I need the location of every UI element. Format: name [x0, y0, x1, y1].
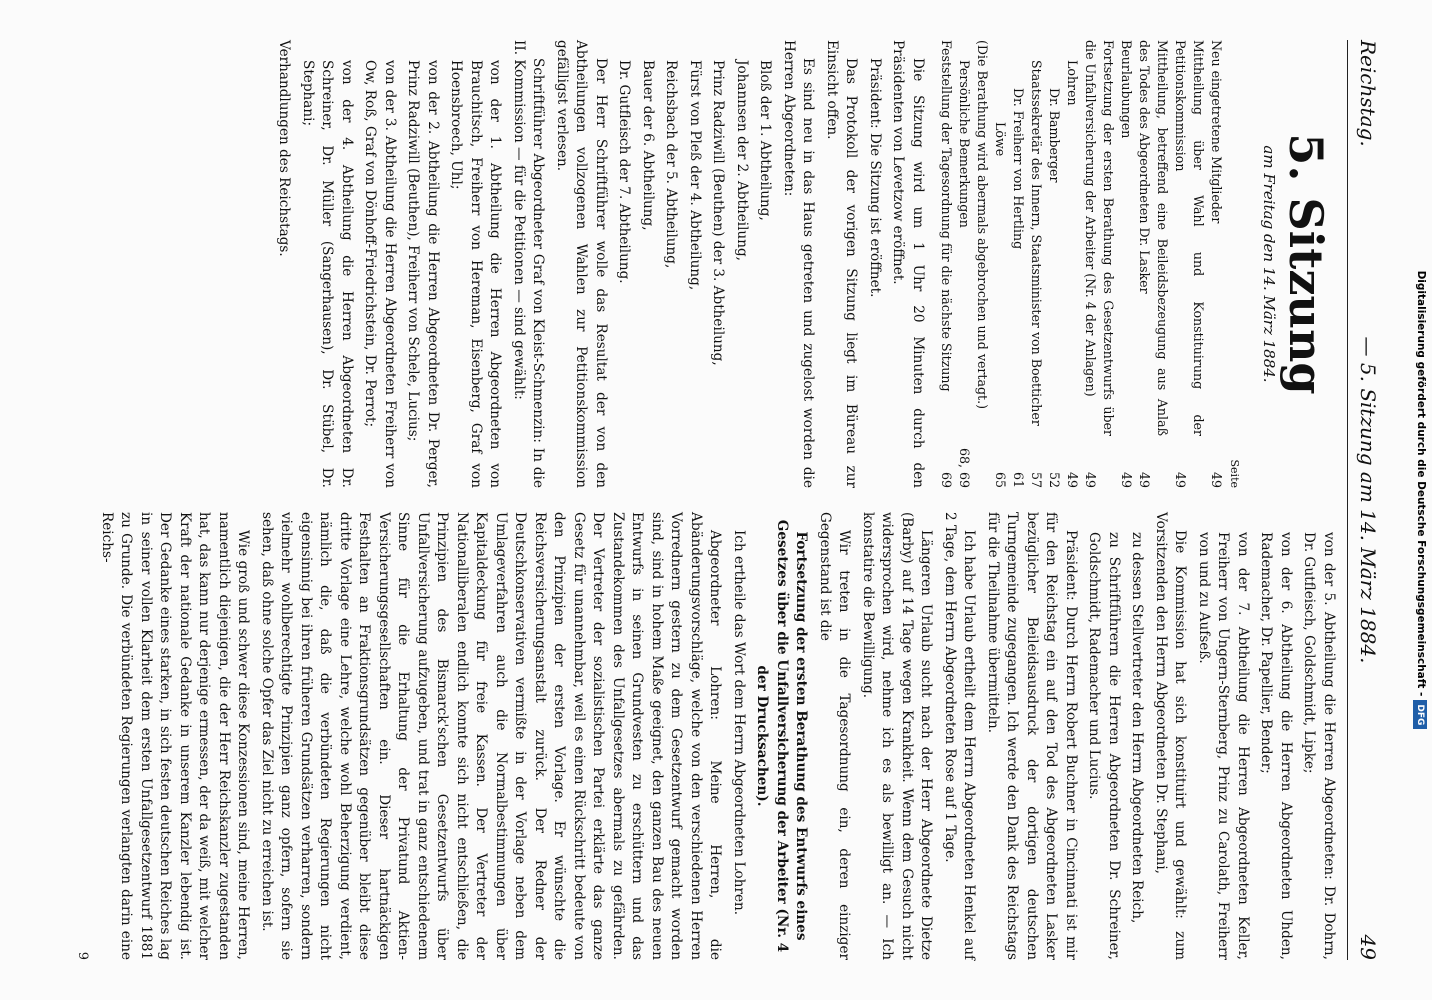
toc-entry-text: Löwe — [993, 122, 1008, 157]
toc-entry-text: Neu eingetretene Mitglieder — [1209, 40, 1224, 224]
list-item: Johannsen der 2. Abtheilung, — [734, 60, 750, 261]
list-item: von der 2. Abtheilung die Herren Abgeordneten Dr. Perger, Prinz Radziwill (Beuthen), Freiherr von Schele, Lucius; — [405, 60, 441, 488]
toc-entry — [955, 40, 973, 488]
list-item: von der 3. Abtheilung die Herren Abgeordneten Freiherr von Ow, Roß, Graf von Dönhoff-Friedrichstein, Dr. Perrot; — [362, 60, 398, 488]
header-title: — 5. Sitzung am 14. März 1884. — [1356, 336, 1380, 664]
table-of-contents — [937, 40, 1225, 488]
toc-entry — [991, 40, 1009, 488]
list-item: Bauer der 6. Abtheilung, — [640, 60, 656, 231]
list-item: Fürst von Pleß der 4. Abtheilung, — [687, 60, 703, 291]
list-item: Reichsbach der 5. Abtheilung, — [663, 60, 680, 269]
list-item: von der 6. Abtheilung die Herren Abgeordneten Uhden, Rademacher, Dr. Papellier, Bender; — [1258, 532, 1294, 960]
toc-entry-page: 69 — [939, 471, 954, 488]
paragraph: Ich ertheile das Wort dem Herrn Abgeordneten Lohren. — [731, 530, 747, 916]
list-item: Dr. Gutfleisch der 7. Abtheilung. — [616, 60, 633, 284]
list-item: zu Schriftführern die Herren Abgeordneten Dr. Schreiner, Goldschmidt, Rademacher und Lucius. — [1086, 532, 1122, 960]
toc-entry — [1207, 40, 1225, 488]
toc-entry-page: 49 — [1209, 471, 1224, 488]
header-left: Reichstag. — [1356, 40, 1380, 147]
sidebar-credit-text: Digitalisierung gefördert durch die Deutsche Forschungsgemeinschaft - — [1415, 270, 1427, 697]
toc-entry — [1009, 40, 1027, 488]
digitization-sidebar — [1410, 0, 1432, 1000]
toc-entry — [1171, 40, 1207, 488]
paragraph: Wie groß und schwer diese Konzessionen sind, meine Herren, namentlich diejenigen, die der Herr Reichskanzler zugestanden hat, das kann nur derjenige ermessen, der da weiß, mit welcher Kraft der nationale Gedanke in unserem Kanzler lebendig ist. Der Gedanke eines starken, in sich festen deutschen Reiches lag in seiner vollen Klarheit dem ersten Unfallgesetzentwurf 1881 zu Grunde. Die verbündeten Regierungen verlangten darin eine Reichs- — [99, 512, 252, 960]
toc-entry — [1063, 40, 1081, 488]
list-item: von der 7. Abtheilung die Herren Abgeordneten Keller, Freiherr von Ungern-Sternberg, Prinz zu Carolath, Freiherr von und zu Aufseß. — [1196, 532, 1251, 960]
left-column-body — [274, 40, 927, 488]
toc-entry — [937, 40, 955, 488]
session-date: am Freitag den 14. März 1884. — [1260, 145, 1278, 383]
toc-entry-page: 65 — [993, 471, 1008, 488]
toc-entry-text: Staatssekretär des Innern, Staatsminister von Boetticher — [1029, 60, 1044, 426]
header-rule — [1347, 40, 1348, 960]
toc-entry-text: Fortsetzung der ersten Berathung des Gesetzentwurfs über die Unfallversicherung der Arbeiter (Nr. 4 der Anlagen) — [1083, 40, 1116, 436]
toc-entry-page: 61 — [1011, 471, 1026, 488]
page-footer: Verhandlungen des Reichstags. — [276, 40, 293, 257]
dfg-logo: DFG — [1413, 700, 1427, 729]
agenda-heading: Fortsetzung der ersten Berathung des Entwurfs eines Gesetzes über die Unfallversicherung der Arbeiter (Nr. 4 der Drucksachen). — [754, 519, 810, 953]
speech-paragraph: Präsident: Durch Herrn Robert Buchner in Cincinnati ist mir für den Reichstag ein auf den Tod des Abgeordneten Lasker bezüglicher Beileidsausdruck der dortigen deutschen Turngemeinde zugegangen. Ich werde den Dank des Reichstags für die Theilnahme übermitteln. — [985, 512, 1079, 960]
session-title: 5. Sitzung — [1279, 133, 1333, 395]
toc-entry-page: 68, 69 — [957, 447, 972, 488]
paragraph: Die Kommission hat sich konstituirt und gewählt: zum Vorsitzenden den Herrn Abgeordneten Dr. Stephani, — [1153, 512, 1189, 960]
toc-entry-text: Mittheilung über Wahl und Konstituirung der Petitionskommission — [1173, 40, 1206, 436]
running-header — [1350, 40, 1380, 960]
page-number: 49 — [1356, 934, 1380, 960]
toc-entry-page: 49 — [1065, 471, 1080, 488]
paragraph: Längeren Urlaub sucht nach der Herr Abgeordnete Dietze (Barby) auf 14 Tage wegen Krankheit. Wenn dem Gesuch nicht widersprochen wird, nehme ich es als bewilligt an. — Ich konstatire die Bewilligung. — [860, 512, 935, 960]
paragraph: Ich habe Urlaub ertheilt dem Herrn Abgeordneten Henkel auf 2 Tage, dem Herrn Abgeordneten Rose auf 1 Tage. — [942, 512, 978, 960]
list-item: von der 5. Abtheilung die Herren Abgeordneten: Dr. Dohrn, Dr. Gutfleisch, Goldschmidt, Lipke; — [1301, 532, 1337, 960]
left-column — [18, 40, 1338, 488]
toc-entry-page: 49 — [1119, 471, 1134, 488]
toc-entry-text: Dr. Bamberger — [1047, 88, 1062, 183]
toc-entry-text: Mittheilung, betreffend eine Beileidsbezeugung aus Anlaß des Todes des Abgeordneten Dr. Lasker — [1137, 40, 1170, 436]
toc-entry-text: Feststellung der Tagesordnung für die nächste Sitzung — [939, 40, 954, 392]
toc-entry-page: 49 — [1083, 471, 1098, 488]
paragraph: Der Herr Schriftführer wolle das Resultat der von den Abtheilungen vollzogenen Wahlen zur Petitionskommission gefälligst verlesen. — [554, 40, 609, 488]
toc-entry — [973, 40, 991, 488]
paragraph: Das Protokoll der vorigen Sitzung liegt im Büreau zur Einsicht offen. — [824, 40, 860, 488]
toc-entry-page: 49 — [1173, 471, 1188, 488]
toc-entry — [1045, 40, 1063, 488]
paragraph: Die Sitzung wird um 1 Uhr 20 Minuten durch den Präsidenten von Levetzow eröffnet. — [890, 40, 926, 488]
list-item: Prinz Radziwill (Beuthen) der 3. Abtheilung, — [710, 60, 727, 366]
toc-label: Seite — [1228, 459, 1242, 488]
toc-entry — [1027, 40, 1045, 488]
toc-entry — [1117, 40, 1135, 488]
signature-mark: 9 — [75, 951, 91, 960]
toc-entry-text: Beurlaubungen — [1119, 40, 1134, 139]
speech-paragraph: Präsident: Die Sitzung ist eröffnet. — [867, 58, 883, 298]
right-column-body — [97, 512, 1339, 960]
toc-entry-text: Lohren — [1065, 60, 1080, 106]
toc-entry-page: 52 — [1047, 471, 1062, 488]
paragraph: Es sind neu in das Haus getreten und zugelost worden die Herren Abgeordneten: — [781, 40, 817, 488]
list-item: Bloß der 1. Abtheilung, — [757, 60, 774, 221]
sidebar-credit — [1410, 0, 1432, 1000]
list-item: von der 1. Abtheilung die Herren Abgeordneten von Brauchitsch, Freiherr von Hereman, Eisenberg, Graf von Hoensbroech, Uhl; — [448, 60, 504, 488]
toc-entry-text: Dr. Freiherr von Hertling — [1011, 88, 1026, 250]
toc-entry-text: Persönliche Bemerkungen — [957, 60, 972, 228]
toc-entry — [1135, 40, 1171, 488]
list-item: zu dessen Stellvertreter den Herrn Abgeordneten Reich, — [1129, 532, 1146, 924]
speech-paragraph: Abgeordneter Lohren: Meine Herren, die Abänderungsvorschläge, welche von den verschiedenen Herren Vorrednern gestern zu dem Gesetzentwurf gemacht worden sind, sind in hohem Maße geeignet, den ganzen Bau des neuen Entwurfs in seinen Grundvesten zu erschüttern und das Zustandekommen des Unfallgesetzes abermals zu gefährden. Der Vertreter der sozialistischen Partei erklärte das ganze Gesetz für unannehmbar, weil es einen Rückschritt bedeute von den Prinzipien der ersten Vorlage. Er wünschte die Reichsversicherungsanstalt zurück. Der Redner der Deutschkonservativen vermißte in der Vorlage neben dem Umlageverfahren auch die Normalbestimmungen über Kapitaldeckung für freie Kassen. Der Vertreter der Nationalliberalen endlich konnte sich nicht entschließen, die Prinzipien des Bismarck'schen Gesetzentwurfs über Unfallversicherung aufzugeben, und trat in ganz entschiedenem Sinne für die Erhaltung der Privatund Aktien-Versicherungsgesellschaften ein. Dieser hartnäckigen Festhalten an Fraktionsgrundsätzen gegenüber bleibt diese dritte Vorlage eine Lehre, welche wohl Beherzigung verdient, nämlich die, daß die verbündeten Regierungen nicht eigensinnig bei ihren früheren Grundsätzen verharren, sondern vielmehr wohlberechtigte Prinzipien ganz opfern, sofern sie sehen, daß ohne solche Opfer das Ziel nicht zu erreichen ist. — [259, 512, 724, 960]
toc-entry-page: 57 — [1029, 471, 1044, 488]
right-column — [18, 512, 1338, 960]
toc-entry-text: (Die Berathung wird abermals abgebrochen und vertagt.) — [975, 40, 990, 410]
paragraph: Wir treten in die Tagesordnung ein, deren einziger Gegenstand ist die — [817, 512, 853, 960]
speech-paragraph: Schriftführer Abgeordneter Graf von Kleist-Schmenzin: In die II. Kommission — für die Petitionen — sind gewählt: — [511, 40, 547, 488]
toc-entry-page: 49 — [1137, 471, 1152, 488]
list-item: von der 4. Abtheilung die Herren Abgeordneten Dr. Schreiner, Dr. Müller (Sangerhausen), Dr. Stübel, Dr. Stephani; — [300, 60, 355, 488]
toc-entry — [1081, 40, 1117, 488]
